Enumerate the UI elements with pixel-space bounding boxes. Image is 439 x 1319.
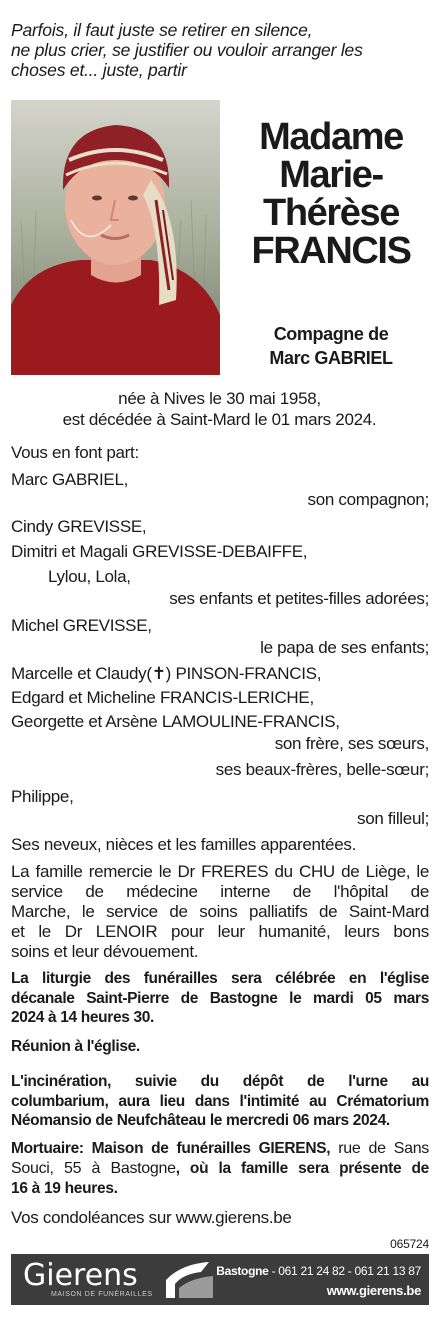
family-role: son filleul; [357,809,429,828]
family-role: le papa de ses enfants; [260,638,429,657]
thanks-paragraph [11,862,429,962]
name-title: Madame [259,116,403,158]
family-member: Michel GREVISSE, [11,616,152,635]
cremation-line: L'incinération, suivie du dépôt de l'urne au [11,1073,429,1090]
family-member: Marcelle et Claudy(✝) PINSON-FRANCIS, [11,664,322,683]
companion-line: Compagne de [273,324,389,344]
family-member: Philippe, [11,787,74,806]
family-member: Cindy GREVISSE, [11,517,147,536]
mortuary-bold: 16 à 19 heures. [11,1180,118,1197]
footer-banner [11,1254,429,1305]
family-member: Dimitri et Magali GREVISSE-DEBAIFFE, [11,542,308,561]
thanks-line: soins et leur dévouement. [11,942,199,961]
family-role: son frère, ses sœurs, [274,734,429,753]
reunion-text [11,1037,429,1057]
quote-line: ne plus crier, se justifier ou vouloir arranger les [11,40,363,60]
thanks-line: et le Dr LENOIR pour leur humanité, leurs bons [11,922,429,941]
mortuary-line [11,1159,429,1179]
contact-city: Bastogne [216,1264,269,1278]
logo-wordmark: Gierens [23,1258,138,1293]
mortuary-normal: rue de Sans [330,1140,429,1157]
quote-line: choses et... juste, partir [11,60,187,80]
logo-subtitle: MAISON DE FUNÉRAILLES [51,1291,153,1298]
contact-phone-numbers: - 061 21 24 82 - 061 21 13 87 [268,1264,421,1278]
name-surname: FRANCIS [251,230,411,272]
companion-line: Marc GABRIEL [269,348,393,368]
mortuary-line [11,1139,429,1159]
family-nephews: Ses neveux, nièces et les familles apparentées. [11,835,356,854]
cremation-line: columbarium, aura lieu dans l'intimité au Crématorium [11,1092,429,1110]
portrait-illustration [11,100,220,375]
thanks-line: Marche, le service de soins palliatifs de Saint-Mard [11,902,429,921]
liturgy-line: La liturgie des funérailles sera célébrée en l'église [11,970,429,987]
companion-info [228,322,434,370]
family-role: ses beaux-frères, belle-sœur; [215,760,429,779]
family-member: Georgette et Arsène LAMOULINE-FRANCIS, [11,712,340,731]
reunion-line: Réunion à l'église. [11,1038,140,1055]
liturgy-line: 2024 à 14 heures 30. [11,1009,154,1026]
logo-mark-icon [161,1258,221,1302]
family-role: son compagnon; [307,490,429,509]
family-intro: Vous en font part: [11,443,139,462]
mortuary-bold: , où la famille sera présente de [175,1160,429,1177]
thanks-line: La famille remercie le Dr FRERES du CHU de Liège, le [11,862,429,881]
mortuary-line [11,1179,429,1199]
mortuary-normal: Souci, 55 à Bastogne [11,1160,176,1177]
contact-website[interactable]: www.gierens.be [326,1283,421,1298]
quote-line: Parfois, il faut juste se retirer en silence, [11,20,313,40]
family-role: ses enfants et petites-filles adorées; [169,589,429,608]
death-line: est décédée à Saint-Mard le 01 mars 2024. [62,410,377,429]
cremation-paragraph [11,1072,429,1131]
thanks-line: service de médecine interne de l'hôpital de [11,882,429,901]
name-line: Marie- [279,154,383,196]
birth-line: née à Nives le 30 mai 1958, [118,389,321,408]
cremation-line: Néomansio de Neufchâteau le mercredi 06 mars 2024. [11,1112,390,1129]
condolences-line: Vos condoléances sur www.gierens.be [11,1208,292,1227]
family-member: Marc GABRIEL, [11,470,129,489]
portrait-photo [11,100,220,375]
liturgy-paragraph [11,969,429,1028]
name-line: Thérèse [263,192,399,234]
family-member: Lylou, Lola, [48,567,131,586]
mortuary-bold: Mortuaire: Maison de funérailles GIERENS, [11,1140,331,1157]
liturgy-line: décanale Saint-Pierre de Bastogne le mardi 05 mars [11,989,429,1007]
opening-quote [11,20,431,80]
deceased-name [228,118,434,270]
mortuary-paragraph [11,1139,429,1199]
family-member: Edgard et Micheline FRANCIS-LERICHE, [11,688,314,707]
condolences-text [11,1208,429,1228]
birth-death-info [0,388,439,430]
contact-phones [216,1264,421,1278]
reference-number: 065724 [390,1237,429,1251]
